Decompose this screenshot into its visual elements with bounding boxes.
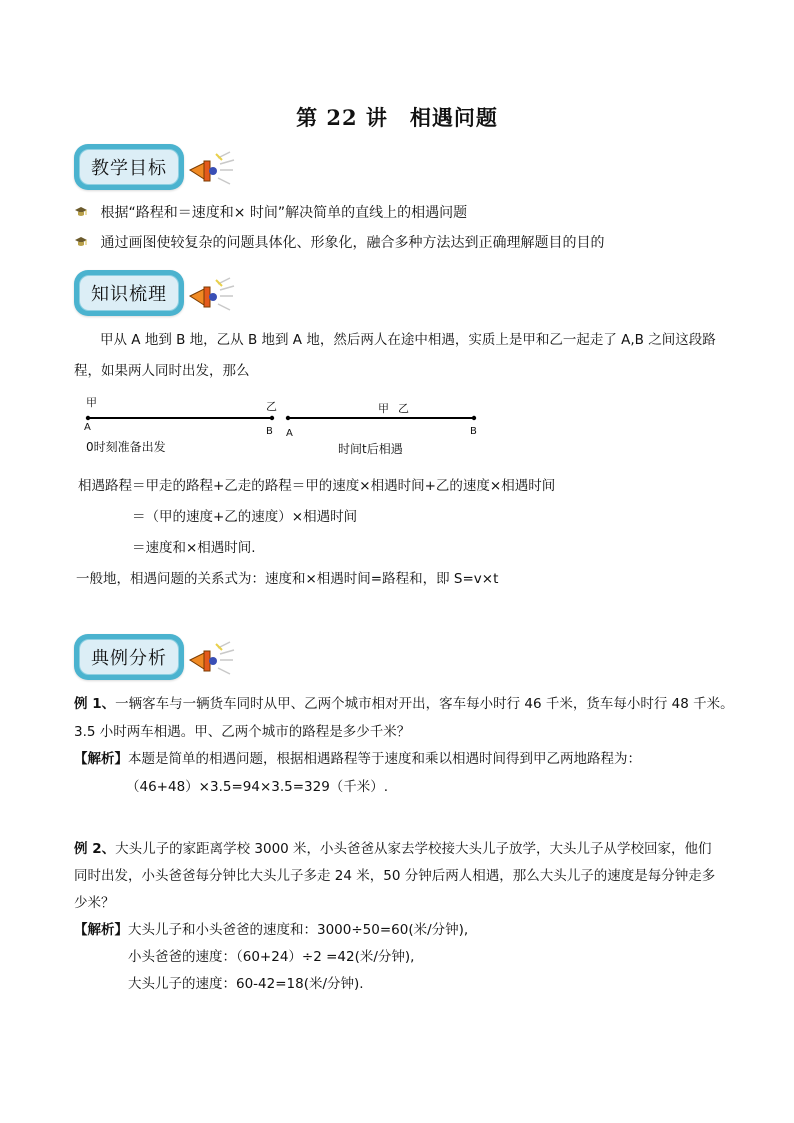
- formula-line-2: ＝（甲的速度+乙的速度）×相遇时间: [132, 509, 358, 525]
- example-2-calc-2: 大头儿子的速度：60-42=18(米/分钟).: [128, 976, 364, 992]
- section-badge-knowledge: [74, 270, 184, 316]
- right-label-jia: 甲: [378, 402, 389, 415]
- example-2-text-1: 大头儿子的家距离学校 3000 米，小头爸爸从家去学校接大头儿子放学，大头儿子从学校回家，他们: [115, 841, 712, 857]
- example-2-analysis-text: 大头儿子和小头爸爸的速度和：3000÷50=60(米/分钟),: [128, 922, 469, 938]
- left-caption: 0时刻准备出发: [86, 440, 166, 454]
- right-label-yi: 乙: [398, 402, 409, 415]
- section-badge-goals: [74, 144, 184, 190]
- left-label-b: B: [266, 426, 273, 437]
- right-point-a: [286, 416, 290, 420]
- left-point-a: [86, 416, 90, 420]
- meeting-diagram: [82, 392, 502, 462]
- example-2-line3: 少米？: [74, 895, 115, 911]
- megaphone-icon: [186, 640, 236, 680]
- example-2-line1: [74, 840, 712, 858]
- goal-text-2: 通过画图使较复杂的问题具体化、形象化，融合多种方法达到正确理解题目的目的: [100, 235, 605, 251]
- example-2-analysis-label: 【解析】: [74, 922, 128, 938]
- right-label-b: B: [470, 426, 477, 437]
- megaphone-icon: [186, 276, 236, 316]
- knowledge-paragraph-line2: 程，如果两人同时出发，那么: [74, 363, 250, 379]
- example-2-line2: 同时出发，小头爸爸每分钟比大头儿子多走 24 米，50 分钟后两人相遇，那么大头儿子的速度是每分钟走多: [74, 868, 716, 884]
- graduation-cap-icon: [74, 235, 88, 249]
- left-label-yi: 乙: [266, 400, 277, 413]
- section-title-goals: 教学目标: [79, 149, 179, 185]
- goal-text-1: 根据“路程和＝速度和× 时间”解决简单的直线上的相遇问题: [100, 205, 468, 221]
- formula-line-3: ＝速度和×相遇时间.: [132, 540, 256, 556]
- graduation-cap-icon: [74, 205, 88, 219]
- example-2-calc-1: 小头爸爸的速度：（60+24）÷2 =42(米/分钟),: [128, 949, 415, 965]
- megaphone-icon: [186, 150, 236, 190]
- example-1-line1: [74, 695, 734, 713]
- goal-item-1: [74, 202, 467, 222]
- right-label-a: A: [286, 428, 293, 439]
- left-point-b: [270, 416, 274, 420]
- right-caption: 时间t后相遇: [338, 442, 403, 456]
- general-relation: 一般地，相遇问题的关系式为：速度和×相遇时间=路程和，即 S=v×t: [76, 571, 499, 587]
- section-badge-examples: [74, 634, 184, 680]
- example-1-text-1: 一辆客车与一辆货车同时从甲、乙两个城市相对开出，客车每小时行 46 千米，货车每小时行 48 千米。: [115, 696, 734, 712]
- example-1-label: 例 1、: [74, 696, 116, 712]
- example-2-label: 例 2、: [74, 841, 116, 857]
- example-1-analysis-label: 【解析】: [74, 751, 128, 767]
- example-1-analysis: [74, 750, 641, 768]
- section-title-knowledge: 知识梳理: [79, 275, 179, 311]
- example-1-calc: （46+48）×3.5=94×3.5=329（千米）.: [126, 779, 389, 795]
- example-1-analysis-text: 本题是简单的相遇问题，根据相遇路程等于速度和乘以相遇时间得到甲乙两地路程为：: [128, 751, 641, 767]
- left-label-jia: 甲: [86, 396, 97, 409]
- page-title: 第 22 讲 相遇问题: [296, 105, 498, 130]
- knowledge-paragraph-line1: 甲从 A 地到 B 地，乙从 B 地到 A 地，然后两人在途中相遇，实质上是甲和乙一起走了 A,B 之间这段路: [100, 332, 716, 348]
- left-label-a: A: [84, 422, 91, 433]
- right-point-b: [472, 416, 476, 420]
- formula-line-1: 相遇路程＝甲走的路程+乙走的路程＝甲的速度×相遇时间+乙的速度×相遇时间: [78, 478, 556, 494]
- goal-item-2: [74, 232, 604, 252]
- section-title-examples: 典例分析: [79, 639, 179, 675]
- example-2-analysis: [74, 921, 468, 939]
- example-1-line2: 3.5 小时两车相遇。甲、乙两个城市的路程是多少千米？: [74, 724, 411, 740]
